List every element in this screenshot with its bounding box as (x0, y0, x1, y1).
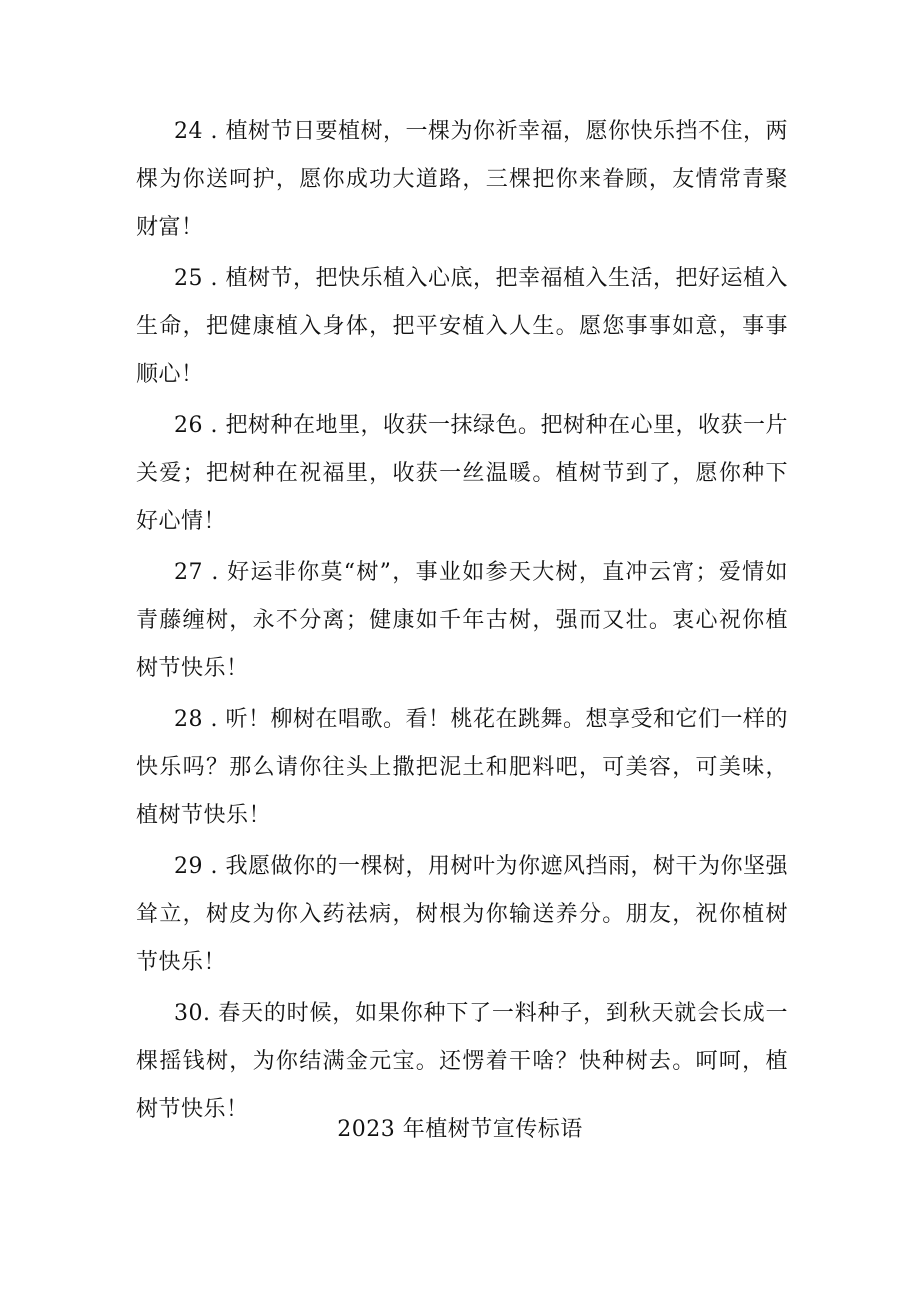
paragraph-26: 26 . 把树种在地里，收获一抹绿色。把树种在心里，收获一片关爱；把树种在祝福里，收获一丝温暖。植树节到了，愿你种下好心情！ (136, 413, 788, 534)
paragraph-29: 29 . 我愿做你的一棵树，用树叶为你遮风挡雨，树干为你坚强耸立，树皮为你入药祛病，树根为你输送养分。朋友，祝你植树节快乐！ (136, 854, 788, 975)
paragraph-30: 30. 春天的时候，如果你种下了一料种子，到秋天就会长成一棵摇钱树，为你结满金元宝。还愣着干啥？快种树去。呵呵，植树节快乐！ (136, 1001, 788, 1122)
section-heading: 2023 年植树节宣传标语 (337, 1117, 583, 1142)
paragraph-25: 25 . 植树节，把快乐植入心底，把幸福植入生活，把好运植入生命，把健康植入身体，把平安植入人生。愿您事事如意，事事顺心！ (136, 266, 788, 387)
paragraph-24: 24 . 植树节日要植树，一棵为你祈幸福，愿你快乐挡不住，两棵为你送呵护，愿你成功大道路，三棵把你来眷顾，友情常青聚财富！ (136, 119, 788, 240)
paragraph-27: 27 . 好运非你莫“树”，事业如参天大树，直冲云宵；爱情如青藤缠树，永不分离；健康如千年古树，强而又壮。衷心祝你植树节快乐！ (136, 560, 788, 681)
paragraph-list (136, 108, 788, 1134)
paragraph-28: 28 . 听！柳树在唱歌。看！桃花在跳舞。想享受和它们一样的快乐吗？那么请你往头上撒把泥土和肥料吧，可美容，可美味，植树节快乐！ (136, 707, 788, 828)
